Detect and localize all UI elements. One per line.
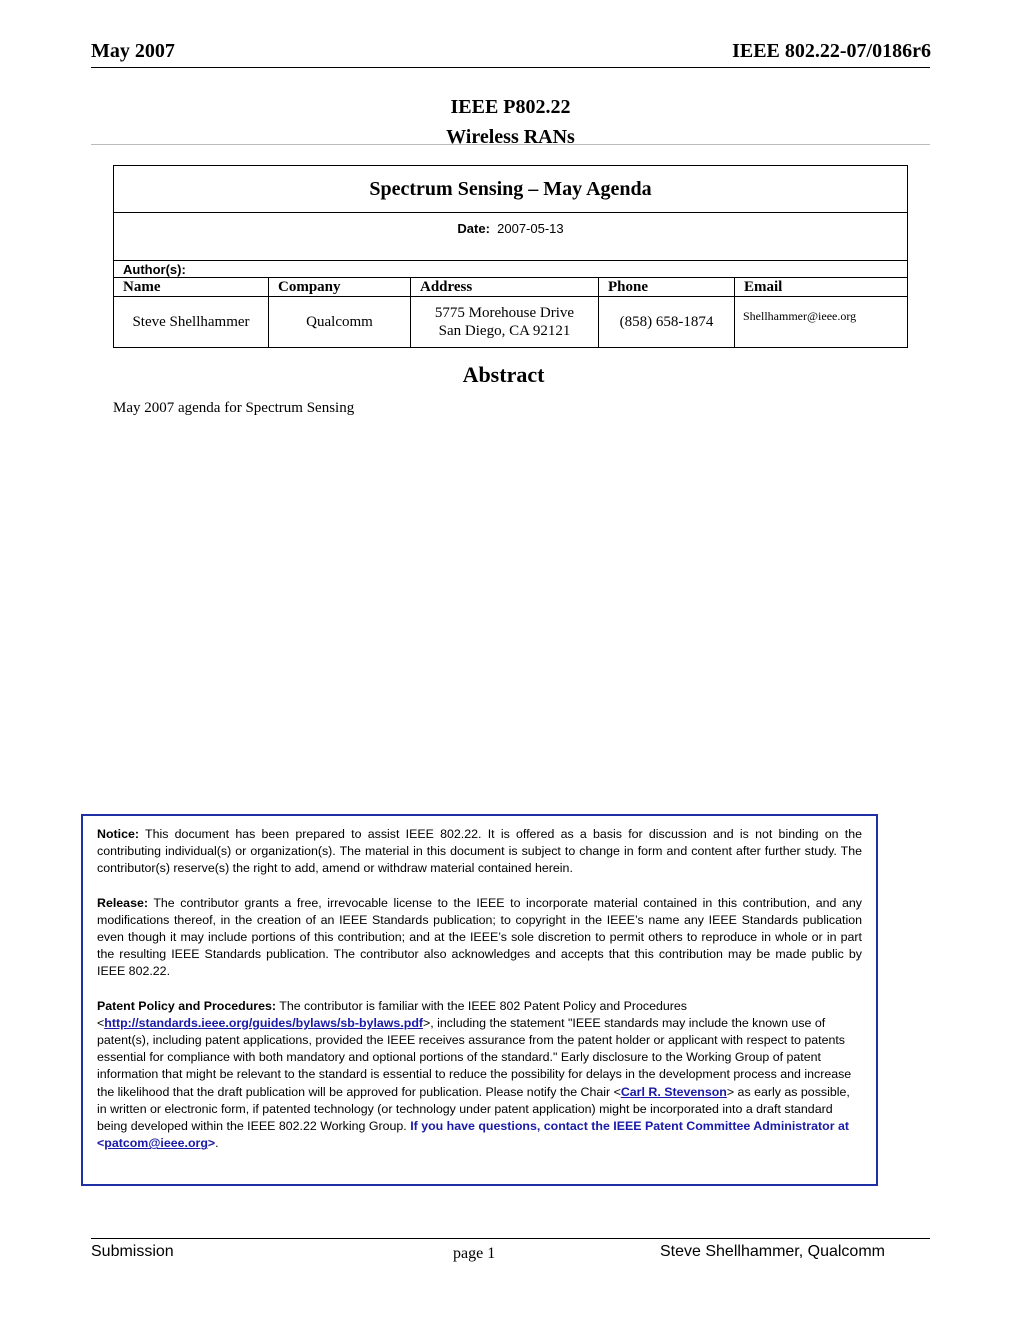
- column-header-address: Address: [411, 278, 599, 297]
- footer-author: Steve Shellhammer, Qualcomm: [660, 1243, 885, 1260]
- header-doc-number: IEEE 802.22-07/0186r6: [732, 40, 931, 62]
- notice-label: Notice:: [97, 827, 139, 841]
- date-row: [114, 213, 908, 261]
- footer-rule: [91, 1238, 930, 1239]
- final-period: .: [215, 1136, 219, 1151]
- patent-text-3: > as early as possible, in written or electronic form, if patented technology (or technology under patent application) might be incorporated into a draft standard being developed within the IEEE 802.22 Working Group.: [97, 1084, 850, 1134]
- heading-line-1: IEEE P802.22: [450, 96, 571, 118]
- table-row: [114, 297, 908, 348]
- authors-label: Author(s):: [114, 261, 908, 278]
- notice-box: [81, 814, 878, 1186]
- author-email: Shellhammer@ieee.org: [735, 297, 908, 348]
- abstract-heading: Abstract: [462, 362, 545, 387]
- contact-end: >: [207, 1136, 216, 1151]
- patcom-email-link[interactable]: patcom@ieee.org: [104, 1136, 208, 1151]
- release-paragraph: [97, 895, 862, 981]
- column-header-name: Name: [114, 278, 269, 297]
- author-company: Qualcomm: [269, 297, 411, 348]
- chair-link[interactable]: Carl R. Stevenson: [620, 1084, 727, 1099]
- header-date: May 2007: [91, 40, 175, 62]
- address-line-2: San Diego, CA 92121: [438, 323, 571, 339]
- author-phone: (858) 658-1874: [599, 297, 735, 348]
- heading-line-2: Wireless RANs: [446, 126, 575, 148]
- abstract-text: May 2007 agenda for Spectrum Sensing: [113, 400, 355, 416]
- column-header-email: Email: [735, 278, 908, 297]
- contact-text: If you have questions, contact the IEEE Patent Committee Administrator at <: [97, 1119, 849, 1151]
- date-value: 2007-05-13: [497, 221, 564, 236]
- footer-page-number: page 1: [453, 1245, 496, 1262]
- doc-title: Spectrum Sensing – May Agenda: [114, 166, 908, 213]
- patent-text-1: The contributor is familiar with the IEEE 802 Patent Policy and Procedures <: [97, 998, 687, 1030]
- title-rule: [91, 144, 930, 145]
- address-line-1: 5775 Morehouse Drive: [434, 305, 575, 321]
- cover-table: [113, 165, 908, 348]
- header-rule: [91, 67, 930, 68]
- footer-submission: Submission: [91, 1243, 174, 1260]
- author-address: [411, 297, 599, 348]
- notice-text: This document has been prepared to assist IEEE 802.22. It is offered as a basis for discussion and is not binding on the contributing individual(s) or organization(s). The material in this document is subject to change in form and content after further study. The contributor(s) reserve(s) the right to add, amend or withdraw material contained herein.: [97, 827, 862, 876]
- column-header-phone: Phone: [599, 278, 735, 297]
- patent-paragraph: [97, 998, 862, 1153]
- column-header-company: Company: [269, 278, 411, 297]
- bylaws-link[interactable]: http://standards.ieee.org/guides/bylaws/sb-bylaws.pdf: [104, 1015, 424, 1030]
- patent-text-2: >, including the statement "IEEE standards may include the known use of patent(s), including patent applications, provided the IEEE receives assurance from the patent holder or applicant with respect to patents essential for compliance with both mandatory and optional portions of the standard." Early disclosure to the Working Group of patent information that might be relevant to the standard is essential to reduce the possibility for delays in the development process and increase the likelihood that the draft publication will be approved for publication. Please notify the Chair <: [97, 1015, 852, 1099]
- release-text: The contributor grants a free, irrevocable license to the IEEE to incorporate material contained in this contribution, and any modifications thereof, in the creation of an IEEE Standards publication; to copyright in the IEEE’s name any IEEE Standards publication even though it may include portions of this contribution; and at the IEEE’s sole discretion to permit others to reproduce in whole or in part the resulting IEEE Standards publication. The contributor also acknowledges and accepts that this contribution may be made public by IEEE 802.22.: [97, 895, 862, 979]
- document-heading: [91, 92, 930, 152]
- author-name: Steve Shellhammer: [114, 297, 269, 348]
- date-label: Date:: [457, 221, 490, 236]
- release-label: Release:: [97, 895, 148, 910]
- patent-label: Patent Policy and Procedures:: [97, 998, 277, 1013]
- notice-paragraph: [97, 826, 862, 878]
